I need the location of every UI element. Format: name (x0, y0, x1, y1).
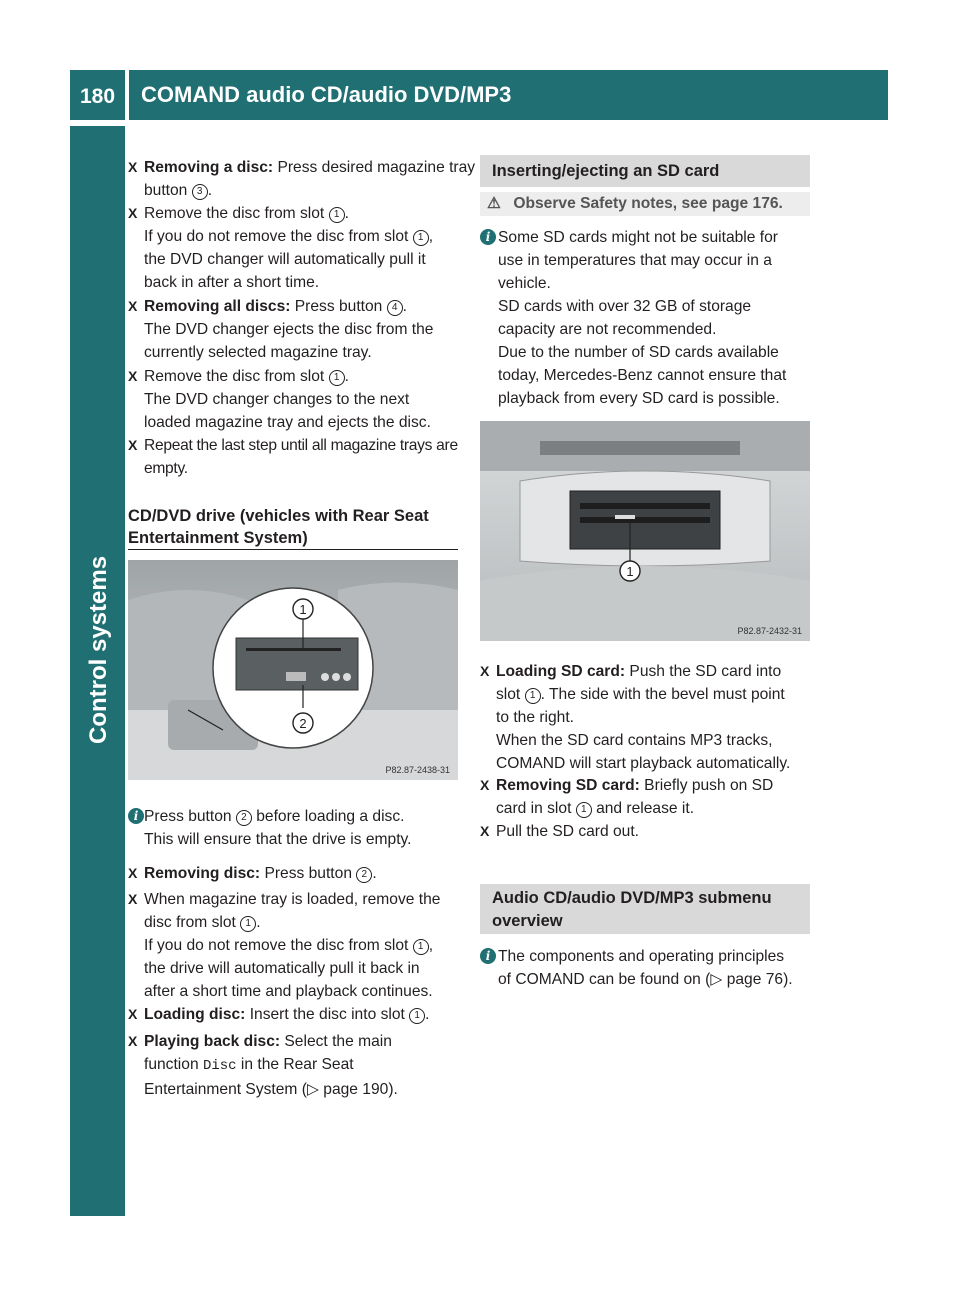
info-text: before loading a disc. (251, 808, 405, 825)
section-head-text: Audio CD/audio DVD/MP3 submenu (492, 889, 772, 907)
section-head-sd (480, 155, 810, 187)
step-text: to the right. (496, 709, 575, 726)
step-remove-slot (128, 202, 479, 294)
step-text: COMAND will start playback automatically. (496, 755, 791, 772)
info-text: SD cards with over 32 GB of storage (498, 298, 752, 315)
section-head-text: Inserting/ejecting an SD card (492, 162, 720, 180)
rear-seat-drive-illustration (128, 560, 458, 780)
step-text: Remove the disc from slot (144, 205, 329, 222)
info-text: Due to the number of SD cards available (498, 344, 779, 361)
step-text: back in after a short time. (144, 274, 320, 291)
section-title (128, 505, 463, 549)
step-text: in the Rear Seat (236, 1056, 354, 1073)
page-ref-arrow-icon: ▷ (306, 1081, 324, 1098)
info-text: of COMAND can be found on ( (498, 971, 711, 988)
section-head-text: overview (492, 912, 563, 930)
step-text: Remove the disc from slot (144, 368, 329, 385)
info-text: ). (783, 971, 793, 988)
step-text: function (144, 1056, 203, 1073)
step-bold: Removing SD card: (496, 777, 640, 794)
step-tail: , (428, 228, 434, 245)
step-bold: Loading SD card: (496, 663, 626, 680)
step-playing-back (128, 1030, 479, 1101)
info-text: This will ensure that the drive is empty. (144, 831, 412, 848)
step-text: disc from slot (144, 914, 241, 931)
side-tab-label: Control systems (85, 555, 112, 745)
step-text: Pull the SD card out. (496, 823, 640, 840)
info-text: today, Mercedes-Benz cannot ensure that (498, 367, 787, 384)
arrow-icon: X (128, 1006, 138, 1022)
sd-slot-photo (480, 421, 810, 641)
info-text: capacity are not recommended. (498, 321, 717, 338)
step-tail: . (344, 205, 349, 222)
step-loading-sd (480, 660, 831, 775)
step-text: Insert the disc into slot (245, 1006, 410, 1023)
step-text: after a short time and playback continues. (144, 983, 433, 1000)
rear-seat-drive-photo (128, 560, 458, 780)
step-text: the DVD changer will automatically pull it (144, 251, 426, 268)
section-rule (128, 549, 458, 550)
step-text: Press button (290, 298, 387, 315)
info-note-1 (128, 805, 479, 851)
step-pull-sd (480, 820, 831, 843)
step-tail: . (402, 298, 408, 315)
info-text: The components and operating principles (498, 948, 785, 965)
arrow-icon: X (128, 1033, 138, 1049)
step-removing-sd (480, 774, 831, 820)
callout-2: 2 (299, 716, 307, 731)
step-text: The DVD changer ejects the disc from the (144, 321, 434, 338)
step-remove-slot-2 (128, 365, 479, 434)
step-text: loaded magazine tray and ejects the disc. (144, 414, 431, 431)
callout-ref: 1 (329, 370, 345, 386)
display-text: Disc (202, 1058, 237, 1074)
step-removing-all (128, 295, 479, 364)
info-note-submenu (480, 945, 833, 991)
callout-ref: 1 (240, 916, 256, 932)
arrow-icon: X (480, 823, 490, 839)
arrow-icon: X (480, 777, 490, 793)
info-text: vehicle. (498, 275, 551, 292)
step-text: When the SD card contains MP3 tracks, (496, 732, 773, 749)
arrow-icon: X (128, 298, 138, 314)
step-loading-disc: X Loading disc: Insert the disc into slot 1 . (128, 1003, 479, 1026)
info-icon: i (480, 229, 496, 245)
arrow-icon: X (128, 205, 138, 221)
callout-ref: 3 (192, 184, 208, 200)
arrow-icon: X (480, 663, 490, 679)
step-tail: . (344, 368, 349, 385)
step-bold: Removing a disc: (144, 159, 274, 176)
sd-slot-illustration (480, 421, 810, 641)
callout-ref: 1 (329, 207, 345, 223)
step-text: and release it. (591, 800, 695, 817)
photo-code: P82.87-2438-31 (385, 765, 450, 775)
step-text: Press button (260, 865, 357, 882)
photo-code: P82.87-2432-31 (737, 626, 802, 636)
callout-ref: 2 (236, 810, 252, 826)
step-removing-disc-2: X Removing disc: Press button 2 . (128, 862, 479, 885)
callout-ref: 2 (356, 867, 372, 883)
page-ref-arrow-icon: ▷ (710, 971, 727, 988)
step-repeat (128, 434, 479, 480)
arrow-icon: X (128, 891, 138, 907)
step-text: ). (388, 1081, 398, 1098)
step-removing-disc (128, 156, 479, 202)
page-number: 180 (79, 85, 116, 108)
step-bold: Removing disc: (144, 865, 261, 882)
step-text: slot (496, 686, 525, 703)
step-text: Press desired magazine tray button (144, 159, 476, 199)
callout-ref: 1 (409, 1008, 425, 1024)
callout-ref: 4 (387, 300, 403, 316)
step-text: When magazine tray is loaded, remove the (144, 891, 441, 908)
info-text: Press button (144, 808, 236, 825)
page-title: COMAND audio CD/audio DVD/MP3 (141, 82, 512, 107)
step-text: Push the SD card into (625, 663, 782, 680)
callout-ref: 1 (576, 802, 592, 818)
step-bold: Removing all discs: (144, 298, 291, 315)
page-reference[interactable]: page 190 (323, 1081, 389, 1098)
step-text: card in slot (496, 800, 576, 817)
section-head-submenu (480, 884, 810, 934)
info-text: Some SD cards might not be suitable for (498, 229, 778, 246)
step-text: currently selected magazine tray. (144, 344, 372, 361)
info-text: playback from every SD card is possible. (498, 390, 780, 407)
step-bold: Loading disc: (144, 1006, 246, 1023)
arrow-icon: X (128, 865, 138, 881)
arrow-icon: X (128, 159, 138, 175)
step-tail: . (207, 182, 213, 199)
callout-ref: 1 (413, 230, 429, 246)
section-title-line: CD/DVD drive (vehicles with Rear Seat (128, 507, 429, 525)
step-text: Select the main (280, 1033, 392, 1050)
step-text: If you do not remove the disc from slot (144, 228, 413, 245)
step-text: If you do not remove the disc from slot (144, 937, 413, 954)
callout-ref: 1 (525, 688, 541, 704)
warning-note (487, 192, 807, 215)
step-text: Briefly push on SD (639, 777, 774, 794)
warning-triangle-icon: ⚠ (487, 195, 501, 212)
info-icon: i (128, 808, 144, 824)
page-reference[interactable]: page 76 (726, 971, 784, 988)
step-magazine-loaded: X When magazine tray is loaded, remove the disc from slot 1 . If you do not remove the disc from slot 1 , the drive will automatically pull it back in after a short time and playback continues. (128, 888, 479, 1003)
info-icon: i (480, 948, 496, 964)
step-text: the drive will automatically pull it back in (144, 960, 420, 977)
step-text: Repeat the last step until all magazine trays are empty. (144, 437, 458, 477)
callout-1: 1 (299, 602, 307, 617)
info-text: use in temperatures that may occur in a (498, 252, 772, 269)
section-title-line: Entertainment System) (128, 529, 308, 547)
callout-1: 1 (626, 564, 634, 579)
step-text: The DVD changer changes to the next (144, 391, 410, 408)
arrow-icon: X (128, 368, 138, 384)
step-bold: Playing back disc: (144, 1033, 281, 1050)
callout-ref: 1 (413, 939, 429, 955)
warning-text[interactable]: Observe Safety notes, see page 176. (513, 195, 783, 212)
info-note-sd (480, 226, 833, 410)
step-text: Entertainment System ( (144, 1081, 307, 1098)
step-text: . The side with the bevel must point (540, 686, 785, 703)
arrow-icon: X (128, 437, 138, 453)
